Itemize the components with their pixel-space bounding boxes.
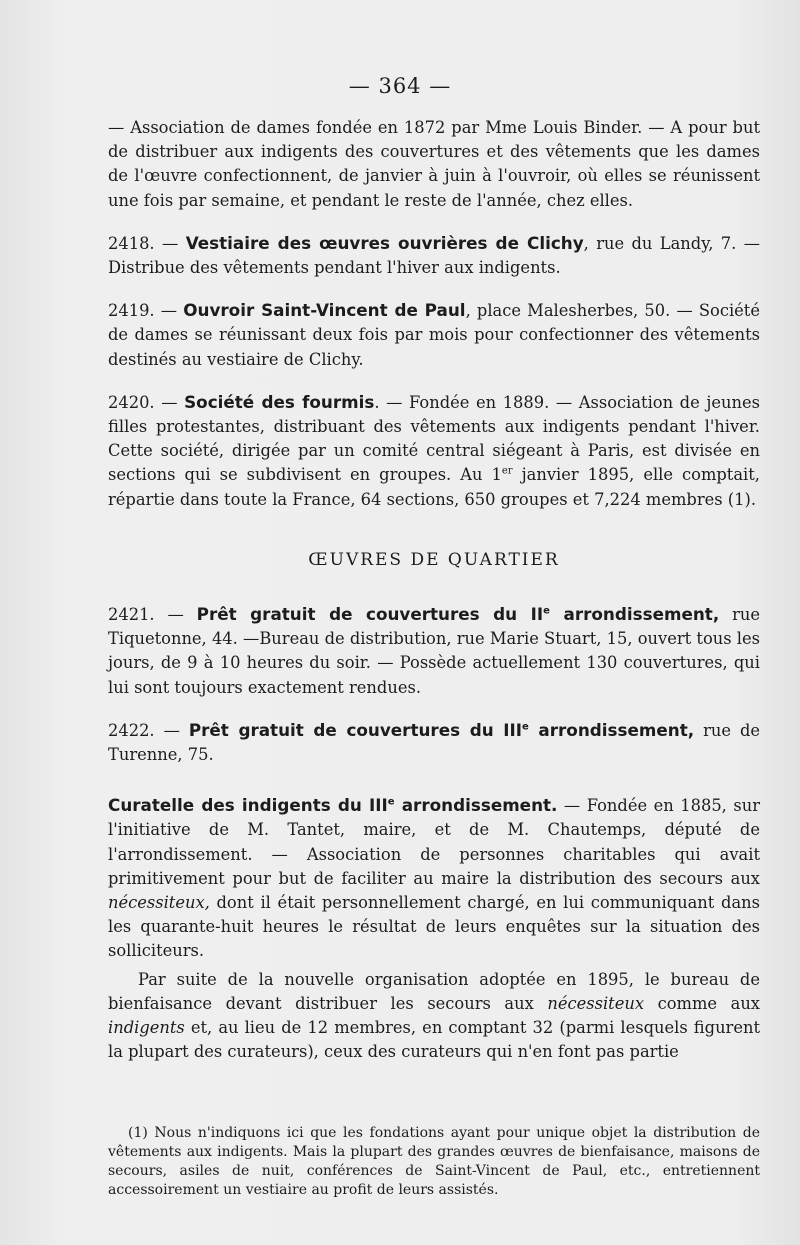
entry-dash: —	[161, 392, 178, 412]
superscript: e	[387, 796, 395, 808]
entry-number: 2422.	[108, 720, 155, 740]
entry-title: Société des fourmis	[184, 391, 375, 412]
entry-title	[189, 720, 694, 740]
paragraph-text: Par suite de la nouvelle organisation adoptée en 1895, le bureau de bienfaisance devant distribuer les secours aux	[108, 969, 760, 1013]
entry-text-cont: janvier 1895, elle comptait, répartie dans toute la France, 64 sections, 650 groupes et 7,224 membres (1).	[108, 465, 760, 509]
superscript: e	[522, 721, 529, 733]
entry-title-part: arrondissement.	[394, 795, 558, 816]
entry-text: rue Tiquetonne, 44. —Bureau de distribution, rue Marie Stuart, 15, ouvert tous les jours, de 9 à 10 heures du soir. — Possède actuellement 130 couvertures, qui lui sont toujours exactement rendues.	[108, 605, 760, 697]
paragraph-text: comme aux	[644, 993, 760, 1013]
page-number: — 364 —	[348, 74, 452, 98]
footnote: (1) Nous n'indiquons ici que les fondations ayant pour unique objet la distribution de vêtements aux indigents. Mais la plupart des grandes œuvres de bienfaisance, maisons de secours, asiles de nuit, conférences de Saint-Vincent de Paul, etc., entretiennent accessoirement un vestiaire au profit de leurs assistés.	[108, 1125, 760, 1198]
entry-text: , rue du Landy, 7. — Distribue des vêtements pendant l'hiver aux indigents.	[108, 233, 760, 278]
intro-paragraph	[108, 116, 760, 213]
superscript: e	[543, 605, 550, 617]
entry-text: , place Malesherbes, 50. — Société de dames se réunissant deux fois par mois pour confectionner des vêtements destinés au vestiaire de Clichy.	[108, 301, 760, 369]
entry-text-cont: dont il était personnellement chargé, en lui communiquant dans les quarante-huit heures le résultat de leurs enquêtes sur la situation des solliciteurs.	[108, 893, 760, 961]
entry-2422	[108, 718, 760, 767]
entry-dash: —	[163, 720, 180, 740]
entry-2420	[108, 390, 760, 512]
entry-2418	[108, 231, 760, 280]
paragraph-reorganisation	[108, 968, 760, 1065]
entry-title: Vestiaire des œuvres ouvrières de Clichy	[185, 232, 584, 253]
section-title: ŒUVRES DE QUARTIER	[308, 549, 560, 570]
entry-title: Ouvroir Saint-Vincent de Paul	[183, 300, 466, 321]
entry-title-part: Curatelle des indigents du III	[108, 795, 388, 816]
entry-dash: —	[167, 605, 184, 625]
entry-title	[197, 604, 720, 624]
entry-text: — Fondée en 1885, sur l'initiative de M. Tantet, maire, et de M. Chautemps, député de l'arrondissement. — Association de personnes charitables qui avait primitivement pour but de faciliter au maire la distribution des secours aux	[108, 796, 760, 888]
paragraph-text: et, au lieu de 12 membres, en comptant 32 (parmi lesquels figurent la plupart des curateurs), ceux des curateurs qui n'en font pas partie	[108, 1018, 760, 1062]
entry-dash: —	[160, 301, 178, 321]
intro-text: — Association de dames fondée en 1872 par Mme Louis Binder. — A pour but de distribuer aux indigents des couvertures et des vêtements que les dames de l'œuvre confectionnent, de janvier à juin à l'ouvroir, où elles se réunissent une fois par semaine, et pendant le reste de l'année, chez elles.	[108, 118, 760, 210]
entry-number: 2420.	[108, 392, 155, 412]
entry-title-part: Prêt gratuit de couvertures du II	[196, 604, 544, 625]
italic-term: nécessiteux,	[108, 893, 210, 913]
entry-title-part: Prêt gratuit de couvertures du III	[188, 719, 523, 740]
entry-2421	[108, 602, 760, 700]
entry-title-part: arrondissement,	[549, 604, 720, 625]
entry-dash: —	[162, 233, 179, 253]
entry-title-part: arrondissement,	[528, 719, 695, 740]
superscript: er	[501, 466, 513, 478]
entry-text: . — Fondée en 1889. — Association de jeunes filles protestantes, distribuant des vêtements aux indigents pendant l'hiver. Cette société, dirigée par un comité central siégeant à Paris, est divisée en sections qui se subdivisent en groupes. Au 1	[108, 392, 760, 485]
entry-text: rue de Turenne, 75.	[108, 720, 760, 765]
page-body	[108, 116, 760, 1065]
italic-term: indigents	[108, 1018, 185, 1038]
entry-2419	[108, 298, 760, 372]
entry-number: 2419.	[108, 301, 155, 321]
entry-title	[108, 795, 557, 815]
entry-number: 2418.	[108, 233, 155, 253]
entry-curatelle	[108, 793, 760, 963]
entry-number: 2421.	[108, 605, 155, 625]
italic-term: nécessiteux	[547, 993, 645, 1013]
